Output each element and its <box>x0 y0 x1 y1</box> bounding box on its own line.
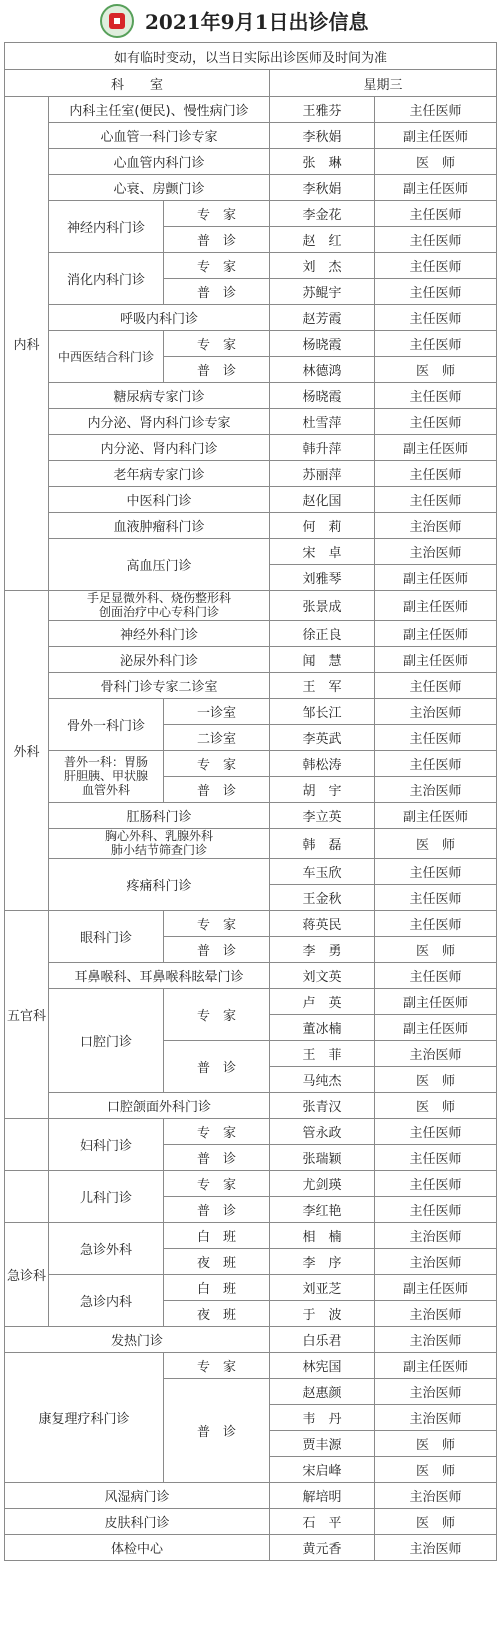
doctor-name: 马纯杰 <box>270 1066 375 1092</box>
doctor-name: 车玉欣 <box>270 858 375 884</box>
doctor-name: 张瑞颖 <box>270 1144 375 1170</box>
doctor-title: 主任医师 <box>375 461 497 487</box>
doctor-name: 管永政 <box>270 1118 375 1144</box>
doctor-name: 杨晓霞 <box>270 383 375 409</box>
doctor-title: 医 师 <box>375 1508 497 1534</box>
doctor-name: 苏鲲宇 <box>270 279 375 305</box>
doctor-title: 主任医师 <box>375 884 497 910</box>
doctor-name: 张 琳 <box>270 149 375 175</box>
doctor-name: 李 序 <box>270 1248 375 1274</box>
doctor-name: 董冰楠 <box>270 1014 375 1040</box>
visit-type: 普 诊 <box>164 1196 270 1222</box>
dept-label: 高血压门诊 <box>49 539 270 591</box>
doctor-name: 白乐君 <box>270 1326 375 1352</box>
doctor-name: 徐正良 <box>270 620 375 646</box>
doctor-title: 主治医师 <box>375 1248 497 1274</box>
category-neike: 内科 <box>5 97 49 591</box>
visit-type: 专 家 <box>164 1352 270 1378</box>
doctor-name: 林宪国 <box>270 1352 375 1378</box>
doctor-title: 主治医师 <box>375 1040 497 1066</box>
doctor-title: 主治医师 <box>375 1534 497 1560</box>
doctor-title: 主治医师 <box>375 513 497 539</box>
visit-type: 专 家 <box>164 750 270 776</box>
doctor-title: 副主任医师 <box>375 620 497 646</box>
doctor-title: 主治医师 <box>375 1404 497 1430</box>
header-department: 科 室 <box>5 70 270 97</box>
doctor-title: 主任医师 <box>375 1144 497 1170</box>
doctor-name: 黄元香 <box>270 1534 375 1560</box>
doctor-title: 主任医师 <box>375 1196 497 1222</box>
doctor-title: 主任医师 <box>375 279 497 305</box>
doctor-name: 刘 杰 <box>270 253 375 279</box>
doctor-title: 主任医师 <box>375 750 497 776</box>
category-erke-blank <box>5 1170 49 1222</box>
doctor-title: 主治医师 <box>375 539 497 565</box>
dept-label: 血液肿瘤科门诊 <box>49 513 270 539</box>
visit-type: 专 家 <box>164 910 270 936</box>
category-waike: 外科 <box>5 591 49 911</box>
doctor-title: 主任医师 <box>375 1118 497 1144</box>
dept-label: 发热门诊 <box>5 1326 270 1352</box>
doctor-name: 杜雪萍 <box>270 409 375 435</box>
doctor-title: 主任医师 <box>375 331 497 357</box>
dept-label: 口腔门诊 <box>49 988 164 1092</box>
dept-label: 风湿病门诊 <box>5 1482 270 1508</box>
hospital-logo-icon <box>100 4 134 38</box>
dept-label: 心血管内科门诊 <box>49 149 270 175</box>
doctor-title: 医 师 <box>375 1456 497 1482</box>
doctor-title: 医 师 <box>375 1092 497 1118</box>
doctor-name: 林德鸿 <box>270 357 375 383</box>
dept-label: 内分泌、肾内科门诊专家 <box>49 409 270 435</box>
doctor-title: 副主任医师 <box>375 175 497 201</box>
dept-label: 疼痛科门诊 <box>49 858 270 910</box>
dept-label: 心血管一科门诊专家 <box>49 123 270 149</box>
doctor-name: 胡 宇 <box>270 776 375 802</box>
dept-label: 耳鼻喉科、耳鼻喉科眩晕门诊 <box>49 962 270 988</box>
dept-label: 内科主任室(便民)、慢性病门诊 <box>49 97 270 123</box>
dept-label: 泌尿外科门诊 <box>49 646 270 672</box>
dept-label: 肛肠科门诊 <box>49 802 270 828</box>
doctor-name: 解培明 <box>270 1482 375 1508</box>
visit-type: 专 家 <box>164 1170 270 1196</box>
dept-label: 胸心外科、乳腺外科 肺小结节筛查门诊 <box>49 828 270 858</box>
doctor-title: 副主任医师 <box>375 435 497 461</box>
shift-label: 夜 班 <box>164 1248 270 1274</box>
visit-type: 普 诊 <box>164 227 270 253</box>
doctor-title: 主任医师 <box>375 253 497 279</box>
visit-type: 专 家 <box>164 1118 270 1144</box>
doctor-name: 赵 红 <box>270 227 375 253</box>
doctor-title: 副主任医师 <box>375 1014 497 1040</box>
doctor-name: 韩 磊 <box>270 828 375 858</box>
doctor-title: 主任医师 <box>375 1170 497 1196</box>
shift-label: 白 班 <box>164 1222 270 1248</box>
doctor-name: 闻 慧 <box>270 646 375 672</box>
doctor-title: 主任医师 <box>375 409 497 435</box>
dept-label: 骨外一科门诊 <box>49 698 164 750</box>
doctor-name: 张青汉 <box>270 1092 375 1118</box>
dept-label: 神经外科门诊 <box>49 620 270 646</box>
doctor-name: 赵芳霞 <box>270 305 375 331</box>
doctor-name: 相 楠 <box>270 1222 375 1248</box>
doctor-title: 主任医师 <box>375 201 497 227</box>
category-wuguanke: 五官科 <box>5 910 49 1118</box>
dept-label: 呼吸内科门诊 <box>49 305 270 331</box>
doctor-name: 韦 丹 <box>270 1404 375 1430</box>
doctor-name: 邹长江 <box>270 698 375 724</box>
doctor-title: 医 师 <box>375 828 497 858</box>
doctor-title: 主任医师 <box>375 672 497 698</box>
doctor-title: 医 师 <box>375 936 497 962</box>
dept-label: 儿科门诊 <box>49 1170 164 1222</box>
dept-label: 眼科门诊 <box>49 910 164 962</box>
doctor-name: 贾丰源 <box>270 1430 375 1456</box>
category-fuke-blank <box>5 1118 49 1170</box>
dept-label: 糖尿病专家门诊 <box>49 383 270 409</box>
doctor-title: 主任医师 <box>375 910 497 936</box>
doctor-name: 李金花 <box>270 201 375 227</box>
dept-label: 心衰、房颤门诊 <box>49 175 270 201</box>
doctor-title: 医 师 <box>375 149 497 175</box>
doctor-name: 赵惠颜 <box>270 1378 375 1404</box>
title-bar <box>0 0 500 42</box>
notice-row <box>5 43 497 70</box>
doctor-name: 李秋娟 <box>270 123 375 149</box>
doctor-title: 主任医师 <box>375 487 497 513</box>
doctor-name: 张景成 <box>270 591 375 621</box>
doctor-title: 主任医师 <box>375 962 497 988</box>
dept-label: 急诊内科 <box>49 1274 164 1326</box>
doctor-title: 主任医师 <box>375 227 497 253</box>
doctor-name: 王金秋 <box>270 884 375 910</box>
page-title: 2021年9月1日出诊信息 <box>145 10 369 34</box>
dept-label: 皮肤科门诊 <box>5 1508 270 1534</box>
visit-type: 普 诊 <box>164 279 270 305</box>
doctor-name: 王 军 <box>270 672 375 698</box>
dept-label: 神经内科门诊 <box>49 201 164 253</box>
doctor-title: 主任医师 <box>375 724 497 750</box>
doctor-name: 尤剑瑛 <box>270 1170 375 1196</box>
dept-label: 内分泌、肾内科门诊 <box>49 435 270 461</box>
dept-label: 消化内科门诊 <box>49 253 164 305</box>
doctor-title: 副主任医师 <box>375 988 497 1014</box>
visit-type: 专 家 <box>164 988 270 1040</box>
shift-label: 夜 班 <box>164 1300 270 1326</box>
dept-label: 妇科门诊 <box>49 1118 164 1170</box>
doctor-name: 李秋娟 <box>270 175 375 201</box>
doctor-name: 于 波 <box>270 1300 375 1326</box>
doctor-title: 医 师 <box>375 357 497 383</box>
doctor-title: 主治医师 <box>375 698 497 724</box>
header-row <box>5 70 497 97</box>
doctor-name: 宋启峰 <box>270 1456 375 1482</box>
dept-label: 体检中心 <box>5 1534 270 1560</box>
visit-type: 专 家 <box>164 201 270 227</box>
doctor-title: 医 师 <box>375 1430 497 1456</box>
shift-label: 白 班 <box>164 1274 270 1300</box>
dept-label: 骨科门诊专家二诊室 <box>49 672 270 698</box>
dept-label: 中医科门诊 <box>49 487 270 513</box>
doctor-name: 赵化国 <box>270 487 375 513</box>
doctor-name: 李红艳 <box>270 1196 375 1222</box>
doctor-name: 宋 卓 <box>270 539 375 565</box>
doctor-title: 副主任医师 <box>375 123 497 149</box>
room-label: 一诊室 <box>164 698 270 724</box>
doctor-name: 何 莉 <box>270 513 375 539</box>
doctor-name: 李立英 <box>270 802 375 828</box>
doctor-title: 副主任医师 <box>375 591 497 621</box>
room-label: 二诊室 <box>164 724 270 750</box>
dept-label: 普外一科：胃肠 肝胆胰、甲状腺 血管外科 <box>49 750 164 802</box>
doctor-title: 副主任医师 <box>375 802 497 828</box>
visit-type: 普 诊 <box>164 357 270 383</box>
doctor-name: 杨晓霞 <box>270 331 375 357</box>
doctor-title: 主任医师 <box>375 305 497 331</box>
schedule-table <box>4 42 497 1561</box>
doctor-name: 苏丽萍 <box>270 461 375 487</box>
doctor-name: 韩松涛 <box>270 750 375 776</box>
doctor-title: 主治医师 <box>375 1482 497 1508</box>
doctor-name: 蒋英民 <box>270 910 375 936</box>
notice-text: 如有临时变动，以当日实际出诊医师及时间为准 <box>5 43 497 70</box>
doctor-title: 主治医师 <box>375 1222 497 1248</box>
visit-type: 普 诊 <box>164 1378 270 1482</box>
doctor-name: 卢 英 <box>270 988 375 1014</box>
doctor-name: 石 平 <box>270 1508 375 1534</box>
doctor-title: 主任医师 <box>375 383 497 409</box>
visit-type: 普 诊 <box>164 1040 270 1092</box>
dept-label: 康复理疗科门诊 <box>5 1352 164 1482</box>
doctor-name: 韩升萍 <box>270 435 375 461</box>
doctor-title: 主任医师 <box>375 97 497 123</box>
visit-type: 普 诊 <box>164 776 270 802</box>
header-weekday: 星期三 <box>270 70 497 97</box>
visit-type: 专 家 <box>164 253 270 279</box>
dept-label: 急诊外科 <box>49 1222 164 1274</box>
doctor-name: 王 菲 <box>270 1040 375 1066</box>
category-jizhenke: 急诊科 <box>5 1222 49 1326</box>
doctor-name: 刘文英 <box>270 962 375 988</box>
dept-label: 老年病专家门诊 <box>49 461 270 487</box>
doctor-title: 主治医师 <box>375 1378 497 1404</box>
doctor-name: 王雅芬 <box>270 97 375 123</box>
doctor-title: 副主任医师 <box>375 1274 497 1300</box>
doctor-title: 医 师 <box>375 1066 497 1092</box>
doctor-name: 刘亚芝 <box>270 1274 375 1300</box>
doctor-title: 主任医师 <box>375 858 497 884</box>
doctor-title: 主治医师 <box>375 1326 497 1352</box>
dept-label: 口腔颌面外科门诊 <box>49 1092 270 1118</box>
dept-label: 手足显微外科、烧伤整形科 创面治疗中心专科门诊 <box>49 591 270 621</box>
doctor-title: 主治医师 <box>375 1300 497 1326</box>
doctor-title: 副主任医师 <box>375 565 497 591</box>
doctor-name: 刘雅琴 <box>270 565 375 591</box>
doctor-title: 主治医师 <box>375 776 497 802</box>
visit-type: 普 诊 <box>164 936 270 962</box>
visit-type: 专 家 <box>164 331 270 357</box>
doctor-name: 李 勇 <box>270 936 375 962</box>
doctor-title: 副主任医师 <box>375 1352 497 1378</box>
doctor-title: 副主任医师 <box>375 646 497 672</box>
visit-type: 普 诊 <box>164 1144 270 1170</box>
dept-label: 中西医结合科门诊 <box>49 331 164 383</box>
doctor-name: 李英武 <box>270 724 375 750</box>
